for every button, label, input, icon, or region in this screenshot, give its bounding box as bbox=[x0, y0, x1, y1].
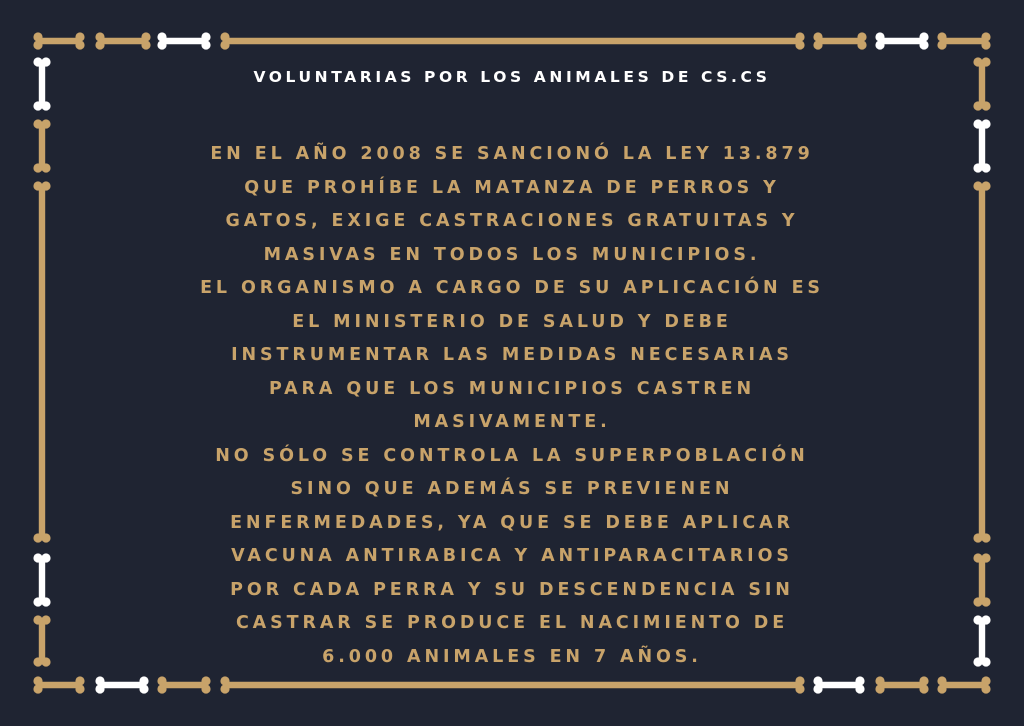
text-line: MASIVAMENTE. bbox=[413, 412, 611, 432]
text-line: EN EL AÑO 2008 SE SANCIONÓ LA LEY 13.879 bbox=[210, 144, 814, 164]
bone-icon bbox=[220, 676, 804, 693]
text-line: QUE PROHÍBE LA MATANZA DE PERROS Y bbox=[244, 177, 780, 198]
text-line: INSTRUMENTAR LAS MEDIDAS NECESARIAS bbox=[231, 345, 793, 365]
text-line: NO SÓLO SE CONTROLA LA SUPERPOBLACIÓN bbox=[215, 445, 809, 466]
text-line: EL ORGANISMO A CARGO DE SU APLICACIÓN ES bbox=[200, 278, 824, 298]
page-title: VOLUNTARIAS POR LOS ANIMALES DE CS.CS bbox=[253, 68, 771, 86]
bone-icon bbox=[33, 615, 50, 666]
text-line: POR CADA PERRA Y SU DESCENDENCIA SIN bbox=[230, 579, 794, 600]
bone-icon bbox=[33, 32, 84, 49]
text-line: VACUNA ANTIRABICA Y ANTIPARACITARIOS bbox=[231, 546, 793, 566]
bone-icon bbox=[157, 32, 210, 49]
text-line: SINO QUE ADEMÁS SE PREVIENEN bbox=[290, 479, 734, 499]
bone-icon bbox=[95, 32, 150, 49]
bone-icon bbox=[157, 676, 210, 693]
bone-icon bbox=[937, 32, 990, 49]
text-line: GATOS, EXIGE CASTRACIONES GRATUITAS Y bbox=[225, 211, 799, 231]
bone-icon bbox=[973, 553, 990, 606]
bone-icon bbox=[875, 32, 928, 49]
bone-icon bbox=[973, 181, 990, 542]
text-line: MASIVAS EN TODOS LOS MUNICIPIOS. bbox=[263, 244, 761, 265]
text-line: PARA QUE LOS MUNICIPIOS CASTREN bbox=[268, 378, 756, 399]
bone-icon bbox=[813, 32, 866, 49]
text-line: EL MINISTERIO DE SALUD Y DEBE bbox=[292, 311, 732, 332]
bone-icon bbox=[220, 32, 804, 49]
bone-icon bbox=[33, 119, 50, 172]
bone-icon bbox=[95, 676, 148, 693]
bone-icon bbox=[973, 119, 990, 172]
law-info-text bbox=[150, 138, 874, 674]
text-line: 6.000 ANIMALES EN 7 AÑOS. bbox=[322, 646, 702, 667]
text-line: ENFERMEDADES, YA QUE SE DEBE APLICAR bbox=[230, 512, 794, 533]
bone-icon bbox=[937, 676, 990, 693]
bone-icon bbox=[33, 676, 84, 693]
bone-icon bbox=[813, 676, 864, 693]
bone-icon bbox=[973, 615, 990, 666]
bone-icon bbox=[33, 553, 50, 606]
bone-icon bbox=[875, 676, 928, 693]
text-line: CASTRAR SE PRODUCE EL NACIMIENTO DE bbox=[235, 613, 789, 633]
bone-icon bbox=[33, 181, 50, 542]
